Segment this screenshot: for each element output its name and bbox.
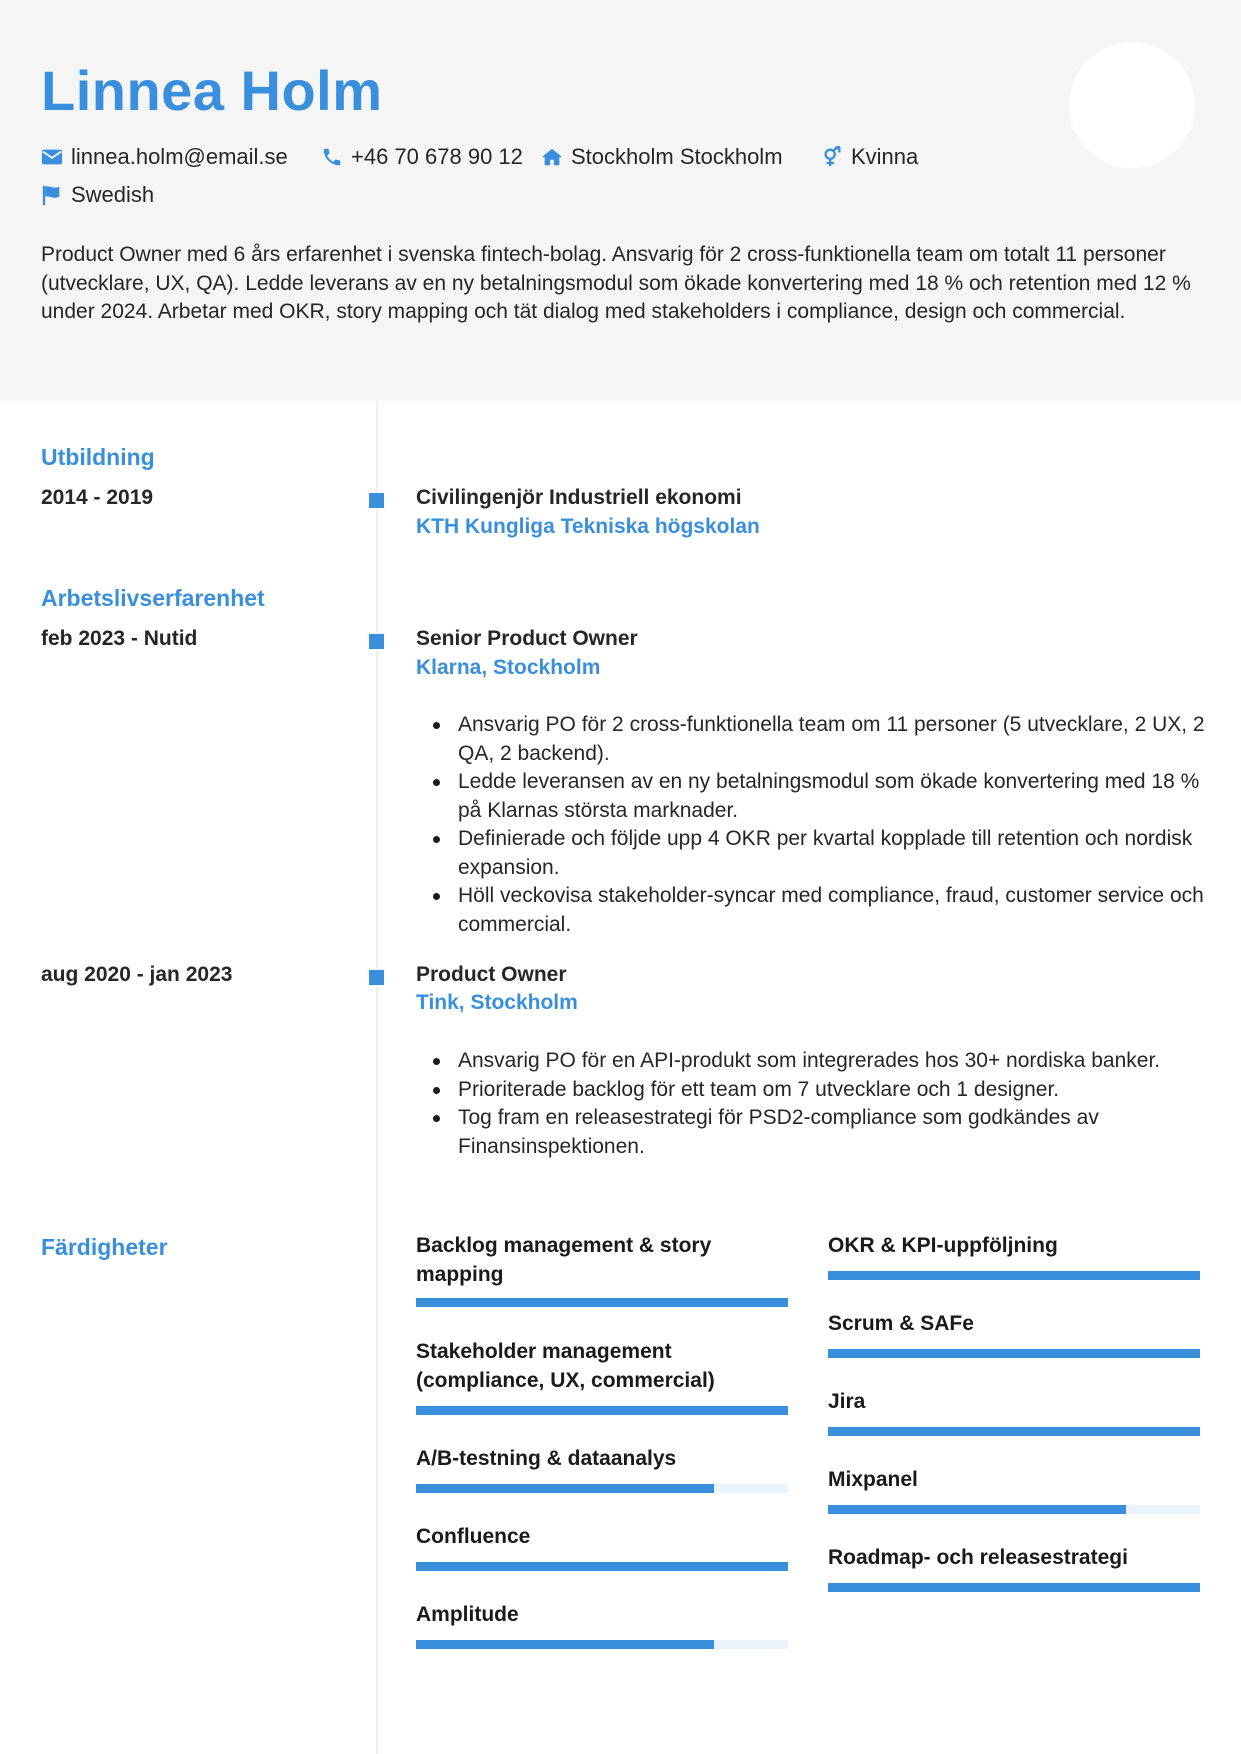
skill-bar-fill [416,1484,714,1493]
home-icon [541,146,563,168]
skill-bar-fill [828,1349,1200,1358]
address-text: Stockholm Stockholm [571,144,783,169]
gender-icon [821,146,843,168]
education-school: KTH Kungliga Tekniska högskolan [416,515,760,538]
contact-nationality [41,182,154,208]
job-bullet: Ansvarig PO för 2 cross-funktionella team om 11 personer (5 utvecklare, 2 UX, 2 QA, 2 backend). [416,711,1206,768]
skill-item [828,1388,1200,1417]
skill-name: Mixpanel [828,1468,918,1491]
contact-email[interactable] [41,144,288,170]
skill-bar [416,1484,788,1493]
flag-icon [41,184,63,206]
skill-item [416,1338,788,1395]
job-bullet: Ledde leveransen av en ny betalningsmodul som ökade konvertering med 18 % på Klarnas största marknader. [416,768,1206,825]
skill-bar [416,1298,788,1307]
phone-icon [321,146,343,168]
education-dates: 2014 - 2019 [41,486,154,509]
job-bullet: Definierade och följde upp 4 OKR per kvartal kopplade till retention och nordisk expansion. [416,825,1206,882]
skill-bar-fill [416,1406,788,1415]
skill-item [416,1445,788,1474]
skill-item [416,1232,788,1289]
skill-item [828,1544,1200,1573]
skill-bar-fill [828,1583,1200,1592]
timeline-marker [369,634,384,649]
skill-bar [828,1427,1200,1436]
job-dates: aug 2020 - jan 2023 [41,963,233,986]
job-bullet: Höll veckovisa stakeholder-syncar med compliance, fraud, customer service och commercial. [416,882,1206,939]
job-title: Product Owner [416,963,567,986]
job-company: Tink, Stockholm [416,991,578,1014]
skill-name: Jira [828,1390,866,1413]
contact-gender [821,144,918,170]
skill-bar-fill [416,1640,714,1649]
phone-text: +46 70 678 90 12 [351,144,523,169]
skill-item [828,1232,1200,1261]
skill-bar-fill [828,1427,1200,1436]
skill-name: OKR & KPI-uppföljning [828,1234,1058,1257]
skill-bar-fill [828,1271,1200,1280]
skill-bar [828,1349,1200,1358]
contact-phone[interactable] [321,144,523,170]
skill-name: Stakeholder management (compliance, UX, commercial) [416,1340,715,1392]
skill-bar [416,1640,788,1649]
gender-text: Kvinna [851,144,919,169]
skill-item [416,1601,788,1630]
job-company: Klarna, Stockholm [416,656,601,679]
envelope-icon [41,146,63,168]
timeline-marker [369,493,384,508]
skill-bar [828,1505,1200,1514]
job-bullet: Tog fram en releasestrategi för PSD2-compliance som godkändes av Finansinspektionen. [416,1104,1206,1161]
skill-name: Confluence [416,1525,531,1548]
nationality-text: Swedish [71,182,155,207]
job-bullets [416,711,1206,939]
skill-bar-fill [416,1298,788,1307]
job-bullet: Ansvarig PO för en API-produkt som integrerades hos 30+ nordiska banker. [416,1047,1206,1076]
candidate-name: Linnea Holm [41,59,383,122]
skill-item [828,1466,1200,1495]
experience-heading: Arbetslivserfarenhet [41,585,265,611]
skill-name: Scrum & SAFe [828,1312,974,1335]
skill-bar [416,1562,788,1571]
skill-bar [416,1406,788,1415]
skills-heading: Färdigheter [41,1234,168,1260]
skill-name: A/B-testning & dataanalys [416,1447,677,1470]
skill-name: Amplitude [416,1603,519,1626]
job-bullets [416,1047,1206,1161]
header [0,0,1241,401]
skill-bar [828,1271,1200,1280]
email-text: linnea.holm@email.se [71,144,288,169]
contact-address [541,144,783,170]
column-divider [376,401,378,1754]
education-degree: Civilingenjör Industriell ekonomi [416,486,742,509]
skill-name: Roadmap- och releasestrategi [828,1546,1128,1569]
skill-item [828,1310,1200,1339]
profile-summary: Product Owner med 6 års erfarenhet i svenska fintech-bolag. Ansvarig för 2 cross-funktionella team om totalt 11 personer (utvecklare, UX, QA). Ledde leverans av en ny betalningsmodul som ökade konvertering med 18 % och retention med 12 % under 2024. Arbetar med OKR, story mapping och tät dialog med stakeholders i compliance, design och commercial. [41,243,1191,323]
skill-name: Backlog management & story mapping [416,1234,712,1286]
skill-bar-fill [416,1562,788,1571]
job-dates: feb 2023 - Nutid [41,627,198,650]
skill-item [416,1523,788,1552]
skill-bar [828,1583,1200,1592]
avatar [1069,42,1195,168]
skill-bar-fill [828,1505,1126,1514]
education-heading: Utbildning [41,444,155,470]
job-bullet: Prioriterade backlog för ett team om 7 utvecklare och 1 designer. [416,1076,1206,1105]
job-title: Senior Product Owner [416,627,638,650]
timeline-marker [369,970,384,985]
